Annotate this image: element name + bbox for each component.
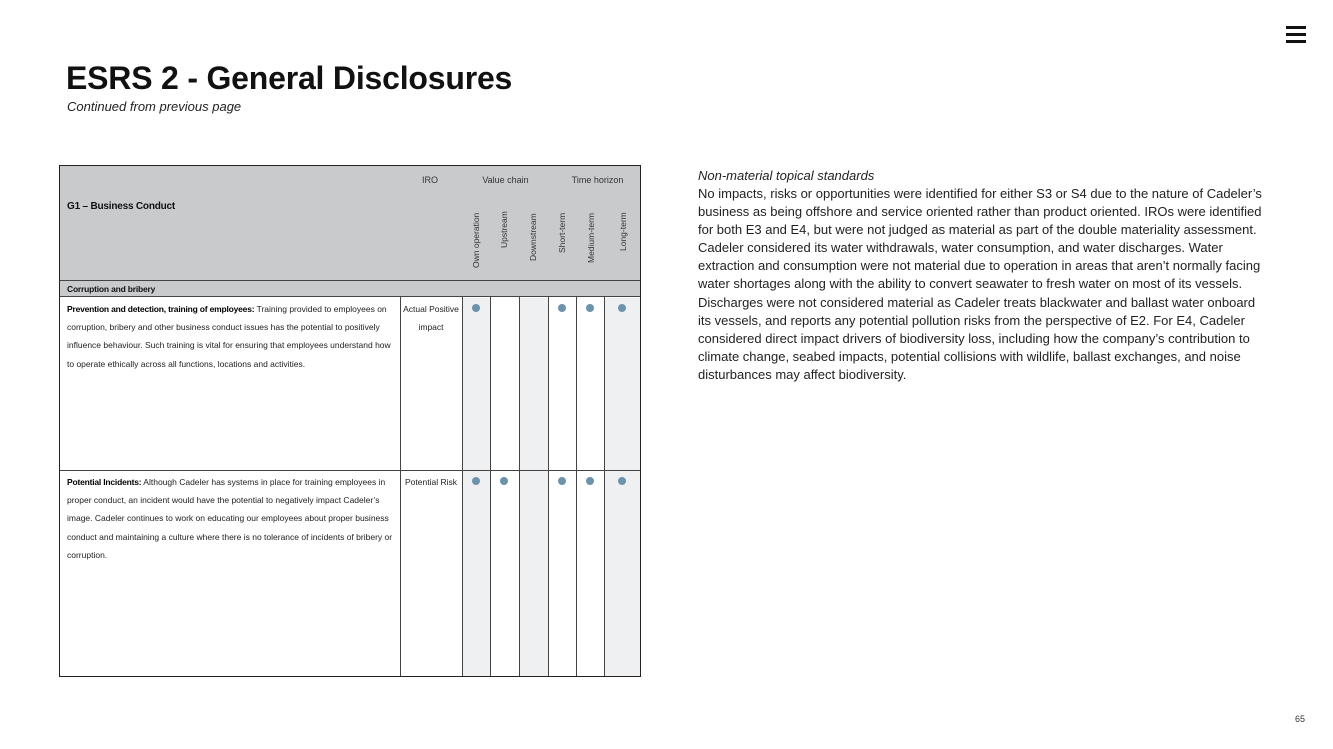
col-header-long-term: Long-term [618,212,628,251]
row-2-text: Although Cadeler has systems in place for training employees in proper conduct, an incident would have the potential to negatively impact Cadeler’s image. Cadeler continues to work on educating our employees about proper business conduct and maintaining a culture where there is no tolerance of incidents of bribery or corruption. [67,477,393,560]
table-title: G1 – Business Conduct [67,201,176,212]
grid-line [548,297,549,676]
g1-business-conduct-table [59,165,641,677]
row-1-text: Training provided to employees on corruption, bribery and other business conduct issues has the potential to positively influence behaviour. Such training is vital for ensuring that employees understand how to operate ethically across all functions, locations and activities. [67,304,391,369]
col-shade-own-operation [463,298,491,676]
row-1-title: Prevention and detection, training of employees: [67,304,255,314]
grid-line [400,297,401,676]
grid-line [604,297,605,676]
page-subtitle: Continued from previous page [67,99,242,114]
grid-line [576,297,577,676]
col-shade-long-term [605,298,640,676]
non-material-body: No impacts, risks or opportunities were identified for either S3 or S4 due to the nature of Cadeler’s business as being offshore and service oriented rather than product oriented. IROs were identified for both E3 and E4, but were not judged as material as part of the double materiality assessment. Cadeler considered its water withdrawals, water consumption, and water discharges. Water extraction and consumption were not material due to operation in areas that aren’t normally facing water shortages along with the ability to convert seawater to fresh water on most of its vessels. Discharges were not considered material as Cadeler treats blackwater and ballast water onboard its vessels, and reports any potential pollution risks from the perspective of E2. For E4, Cadeler considered direct impact drivers of biodiversity loss, including how the company’s contribution to climate change, seabed impacts, potential collisions with wildlife, ballast exchanges, and noise disturbances may affect biodiversity. [698,186,1262,382]
col-header-medium-term: Medium-term [586,212,596,263]
iro-header: IRO [421,175,438,185]
col-header-upstream: Upstream [499,211,509,248]
grid-line [462,297,463,676]
mark-dot [586,304,594,312]
mark-dot [586,477,594,485]
row-2-iro: Potential Risk [405,477,457,487]
row-separator [60,470,640,471]
row-2-title: Potential Incidents: [67,477,142,487]
row-2-description [67,473,397,564]
non-material-heading: Non-material topical standards [698,168,875,183]
page-title: ESRS 2 - General Disclosures [66,60,513,96]
col-header-own-operation: Own operation [471,212,481,268]
grid-line [519,297,520,676]
mark-dot [500,477,508,485]
value-chain-header: Value chain [482,175,529,185]
table-header [60,166,640,280]
section-label: Corruption and bribery [67,284,156,294]
mark-dot [618,304,626,312]
grid-line [490,297,491,676]
row-1-iro: Actual Positive impact [403,304,459,333]
col-shade-downstream [520,298,548,676]
page-number: 65 [1295,714,1306,724]
mark-dot [558,304,566,312]
time-horizon-header: Time horizon [571,175,624,185]
mark-dot [472,477,480,485]
col-header-short-term: Short-term [557,212,567,253]
section-row [60,280,640,297]
hamburger-menu-icon[interactable] [1286,26,1306,44]
mark-dot [558,477,566,485]
col-header-downstream: Downstream [528,213,538,261]
mark-dot [472,304,480,312]
mark-dot [618,477,626,485]
row-1-description [67,300,397,373]
